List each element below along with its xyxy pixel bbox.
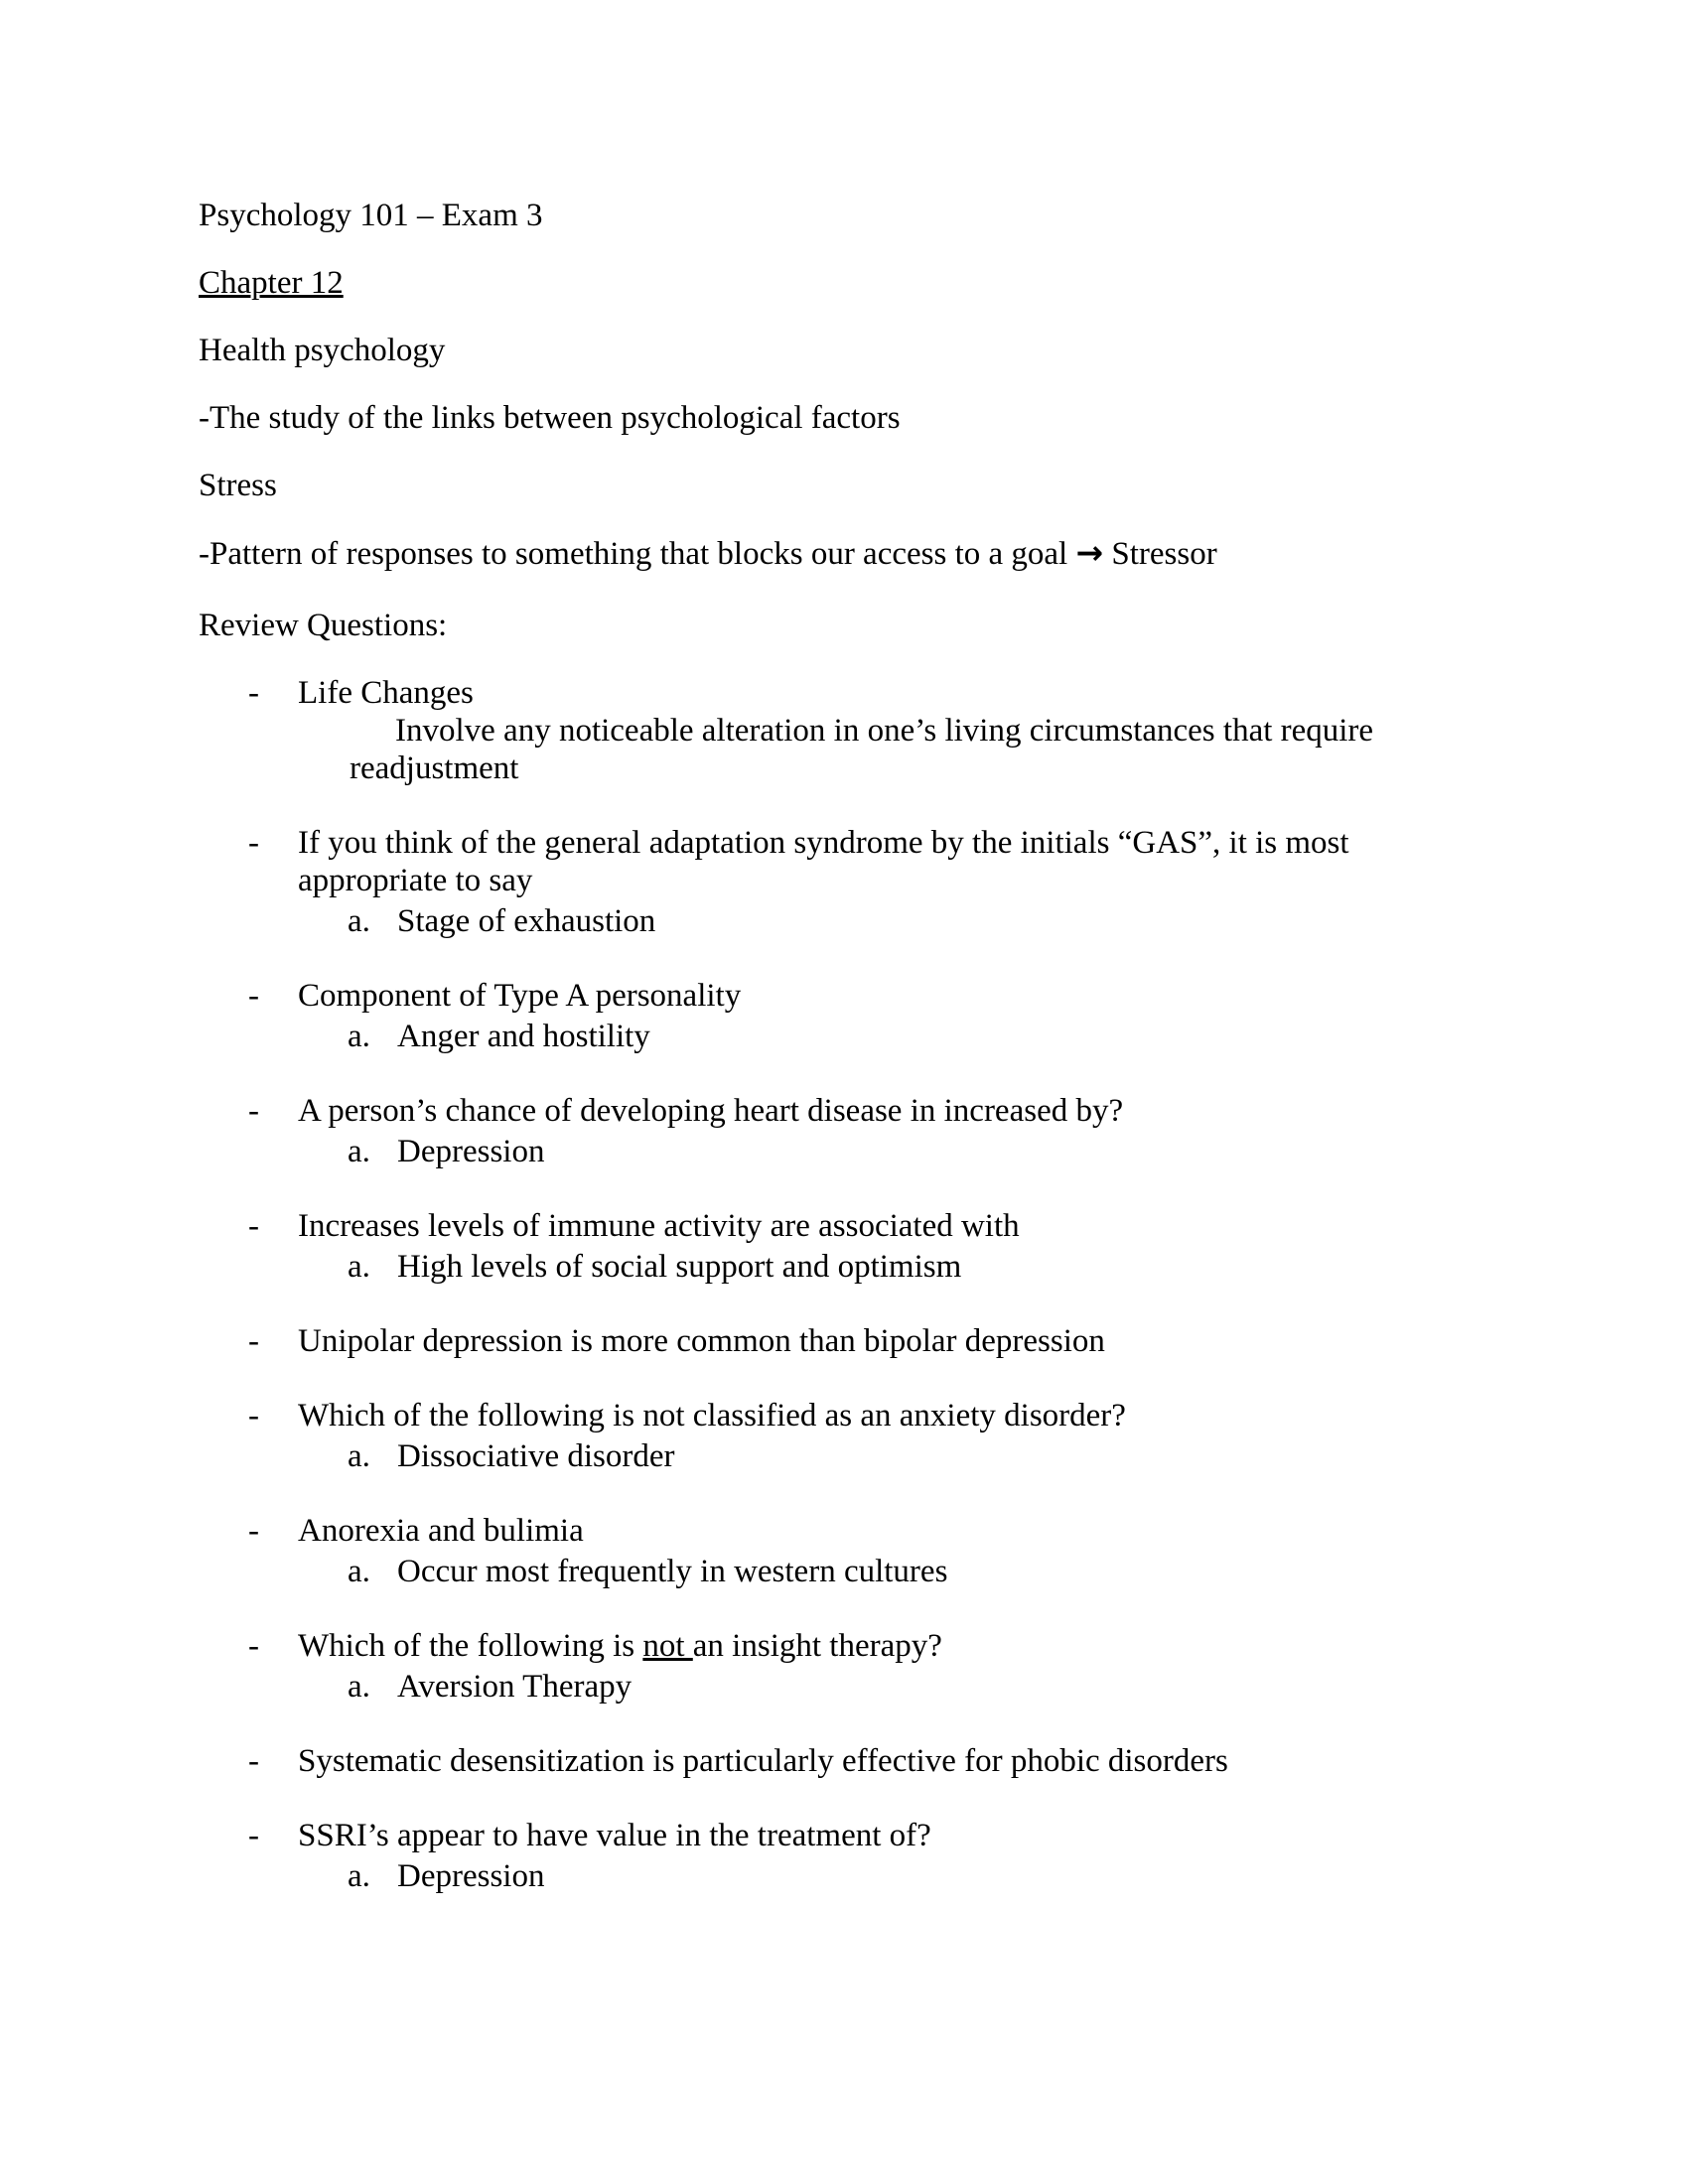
stress-heading: Stress: [199, 468, 277, 503]
question-item-type-a: [199, 977, 1509, 1055]
question-line: [298, 1628, 942, 1664]
doc-title: Psychology 101 – Exam 3: [199, 198, 543, 233]
stress-definition-result: Stressor: [1103, 536, 1217, 572]
answer-letter: a.: [348, 1669, 370, 1705]
bullet-dash: -: [248, 1743, 259, 1779]
question-text: [298, 1627, 1509, 1665]
answer-text: Stage of exhaustion: [397, 903, 656, 939]
answer-line: [298, 1668, 1509, 1706]
bullet-dash: -: [248, 978, 259, 1014]
answer-letter: a.: [348, 1019, 370, 1054]
chapter-heading-text: Chapter 12: [199, 265, 344, 301]
answer-line: [298, 1133, 1509, 1170]
question-item-immune-activity: [199, 1207, 1509, 1286]
question-text: [298, 1207, 1509, 1245]
bullet-dash: -: [248, 1513, 259, 1549]
answer-line: [298, 1437, 1509, 1475]
answer-text: Depression: [397, 1858, 545, 1894]
question-line: If you think of the general adaptation syndrome by the initials “GAS”, it is most: [298, 825, 1349, 861]
bullet-dash: -: [248, 825, 259, 861]
question-item-unipolar: [199, 1322, 1509, 1360]
question-text: [298, 824, 1509, 899]
question-item-anorexia-bulimia: [199, 1512, 1509, 1590]
question-text: [298, 1742, 1509, 1780]
answer-letter: a.: [348, 1554, 370, 1589]
health-psych-definition: -The study of the links between psychological factors: [199, 400, 901, 436]
bullet-dash: -: [248, 1208, 259, 1244]
question-line: Systematic desensitization is particularly effective for phobic disorders: [298, 1743, 1228, 1779]
answer-letter: a.: [348, 1134, 370, 1169]
question-text: [298, 674, 1509, 712]
right-arrow-icon: →: [1075, 533, 1104, 572]
chapter-heading: [199, 264, 1509, 302]
question-text: [298, 1397, 1509, 1434]
answer-line: [298, 1248, 1509, 1286]
question-line: Unipolar depression is more common than bipolar depression: [298, 1323, 1105, 1359]
answer-text: Aversion Therapy: [397, 1669, 633, 1705]
answer-line: [298, 1553, 1509, 1590]
question-item-heart-disease: [199, 1092, 1509, 1170]
question-line: SSRI’s appear to have value in the treatment of?: [298, 1818, 931, 1853]
question-item-ssri: [199, 1817, 1509, 1895]
question-text: [298, 1092, 1509, 1130]
stress-definition: [199, 534, 1509, 573]
answer-line: [298, 1857, 1509, 1895]
answer-text: Dissociative disorder: [397, 1438, 675, 1474]
question-line: A person’s chance of developing heart disease in increased by?: [298, 1093, 1124, 1129]
detail-line: readjustment: [350, 751, 519, 786]
question-item-insight-therapy: [199, 1627, 1509, 1706]
answer-text: Anger and hostility: [397, 1019, 650, 1054]
bullet-dash: -: [248, 1818, 259, 1853]
question-text: [298, 977, 1509, 1015]
bullet-dash: -: [248, 1093, 259, 1129]
question-segment-underlined: not: [642, 1628, 693, 1664]
review-questions-list: [199, 674, 1509, 1895]
question-line: Increases levels of immune activity are associated with: [298, 1208, 1020, 1244]
question-item-life-changes: [199, 674, 1509, 787]
answer-letter: a.: [348, 1858, 370, 1894]
answer-line: [298, 1018, 1509, 1055]
stress-definition-text: -Pattern of responses to something that blocks our access to a goal: [199, 536, 1076, 572]
question-item-systematic-desensitization: [199, 1742, 1509, 1780]
review-questions-heading: Review Questions:: [199, 608, 448, 643]
question-text: [298, 1817, 1509, 1854]
answer-letter: a.: [348, 903, 370, 939]
answer-letter: a.: [348, 1438, 370, 1474]
answer-letter: a.: [348, 1249, 370, 1285]
health-psych-heading: Health psychology: [199, 333, 446, 368]
bullet-dash: -: [248, 1323, 259, 1359]
question-item-anxiety-disorder: [199, 1397, 1509, 1475]
answer-text: High levels of social support and optimism: [397, 1249, 962, 1285]
question-line: Which of the following is not classified as an anxiety disorder?: [298, 1398, 1126, 1433]
question-segment: an insight therapy?: [692, 1628, 942, 1664]
detail-line: Involve any noticeable alteration in one’s living circumstances that require: [395, 713, 1374, 749]
question-line: appropriate to say: [298, 863, 533, 898]
document-body: [199, 197, 1509, 1895]
question-text: [298, 1322, 1509, 1360]
question-segment: Which of the following is: [298, 1628, 643, 1664]
question-line: Anorexia and bulimia: [298, 1513, 584, 1549]
question-line: Component of Type A personality: [298, 978, 742, 1014]
bullet-dash: -: [248, 1398, 259, 1433]
bullet-dash: -: [248, 1628, 259, 1664]
question-text: [298, 1512, 1509, 1550]
question-line: Life Changes: [298, 675, 474, 711]
answer-text: Occur most frequently in western cultures: [397, 1554, 948, 1589]
answer-text: Depression: [397, 1134, 545, 1169]
question-item-gas: [199, 824, 1509, 940]
bullet-dash: -: [248, 675, 259, 711]
answer-line: [298, 902, 1509, 940]
question-detail: [350, 712, 1509, 787]
